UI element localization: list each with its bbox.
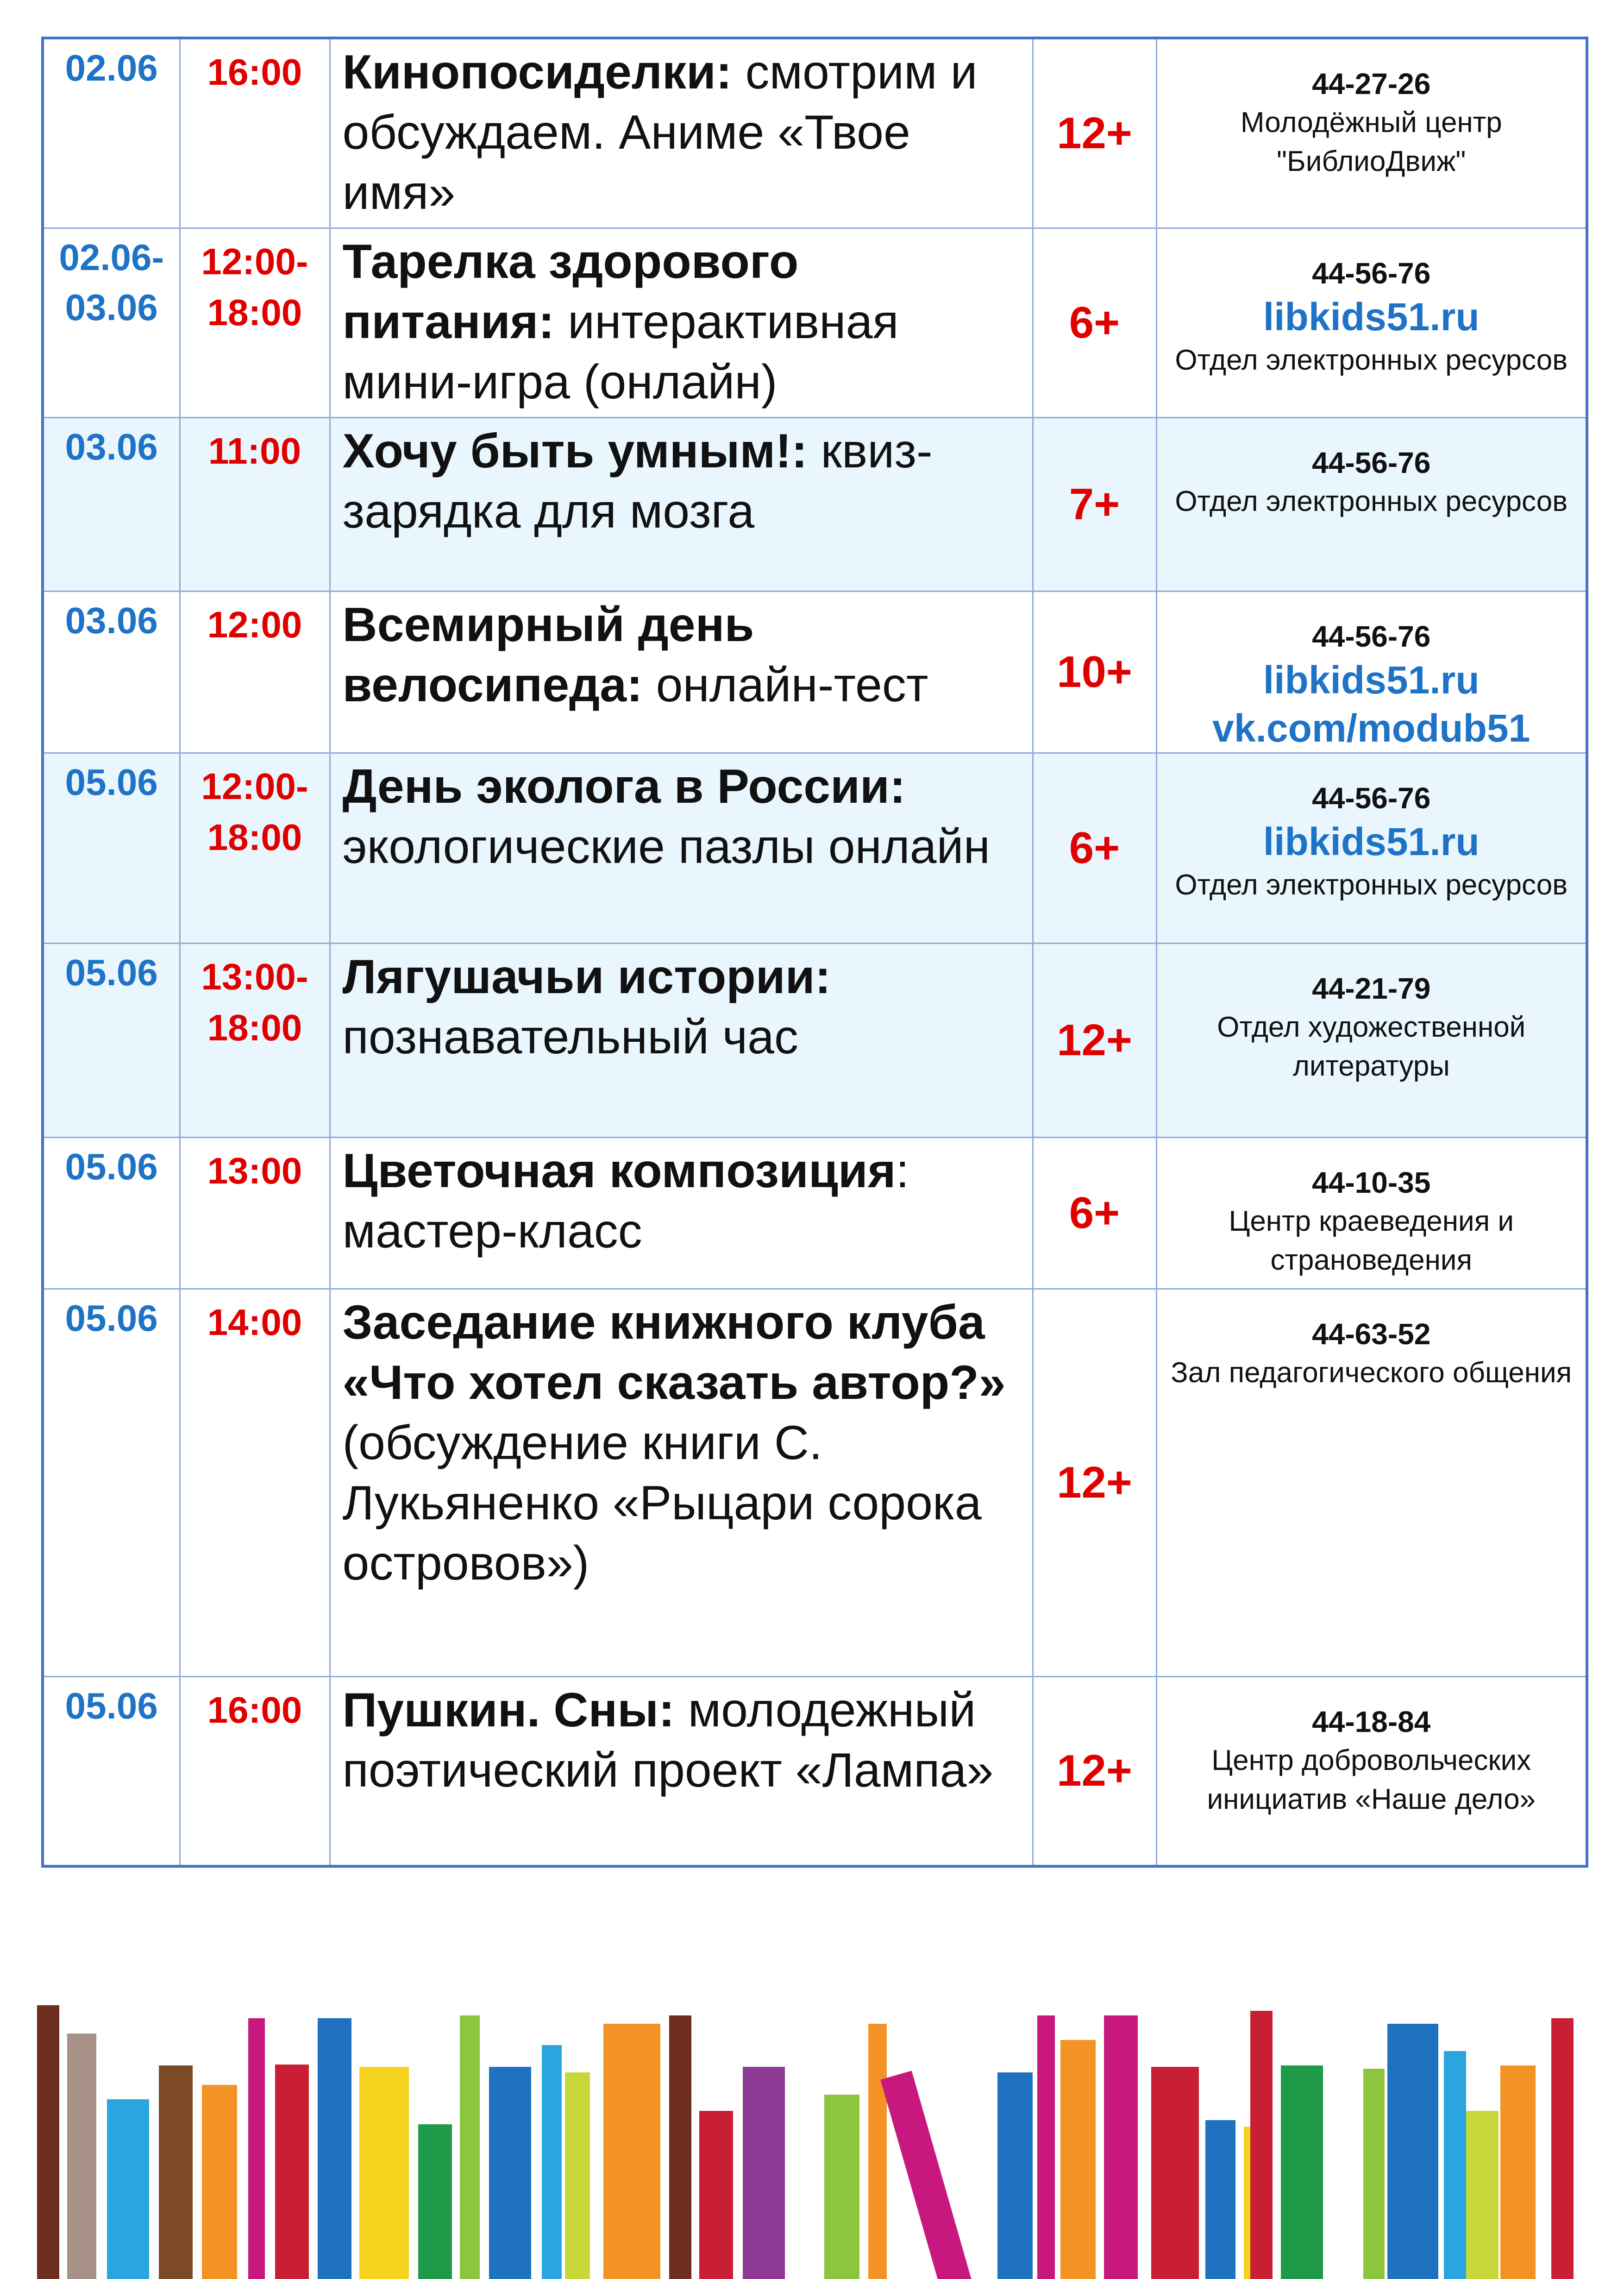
event-title-bold: Цветочная композиция xyxy=(342,1144,896,1198)
event-date: 05.06 xyxy=(65,952,158,993)
book-spine xyxy=(418,2124,452,2279)
book-spine xyxy=(868,2024,887,2279)
event-title-rest: (обсуждение книги С. Лукьяненко «Рыцари сорока островов») xyxy=(342,1416,982,1590)
book-spine xyxy=(603,2024,660,2279)
department-name: Зал педагогического общения xyxy=(1171,1357,1572,1389)
book-spine xyxy=(743,2067,785,2279)
book-spine xyxy=(669,2015,691,2279)
event-title-rest: онлайн-тест xyxy=(642,658,928,712)
event-title-bold: Заседание книжного клуба «Что хотел сказать автор?» xyxy=(342,1296,1006,1410)
book-spine xyxy=(824,2095,859,2279)
book-spine xyxy=(1037,2015,1055,2279)
department-name: Отдел электронных ресурсов xyxy=(1175,344,1568,376)
book-spine xyxy=(1444,2051,1466,2279)
tilted-book-spine xyxy=(880,2071,978,2279)
event-time: 13:00 xyxy=(207,1150,302,1191)
department-name: Отдел электронных ресурсов xyxy=(1175,485,1568,517)
book-spine xyxy=(318,2018,351,2279)
age-rating: 12+ xyxy=(1033,38,1156,228)
age-rating: 12+ xyxy=(1033,1677,1156,1866)
book-spine xyxy=(159,2065,193,2279)
department-name: Молодёжный центр "БиблиоДвиж" xyxy=(1240,107,1502,177)
event-date: 03.06 xyxy=(65,426,158,467)
book-spine xyxy=(997,2072,1033,2279)
event-title-rest: экологические пазлы онлайн xyxy=(342,820,991,874)
event-title-rest: познавательный час xyxy=(342,1010,798,1064)
event-date: 05.06 xyxy=(65,762,158,803)
event-title-bold: Хочу быть умным!: xyxy=(342,424,808,478)
website-link[interactable]: libkids51.ru xyxy=(1263,820,1480,863)
department-name: Отдел электронных ресурсов xyxy=(1175,869,1568,901)
department-name: Центр краеведения и страноведения xyxy=(1229,1205,1514,1276)
event-date: 02.06 xyxy=(65,47,158,88)
age-rating: 6+ xyxy=(1033,1138,1156,1289)
event-time: 16:00 xyxy=(207,1689,302,1731)
event-time: 13:00-18:00 xyxy=(201,956,308,1048)
book-spine xyxy=(1151,2067,1199,2279)
contact-phone: 44-56-76 xyxy=(1312,257,1431,290)
event-title-bold: День эколога в России: xyxy=(342,760,906,813)
event-title-rest: : мастер-класс xyxy=(342,1144,909,1258)
book-spine xyxy=(1466,2111,1499,2279)
event-time: 16:00 xyxy=(207,51,302,93)
book-spine xyxy=(67,2033,96,2279)
age-rating: 6+ xyxy=(1033,228,1156,418)
book-spine xyxy=(1551,2018,1574,2279)
event-date: 03.06 xyxy=(65,600,158,641)
website-link[interactable]: libkids51.ru xyxy=(1263,295,1480,339)
book-spine xyxy=(565,2072,590,2279)
event-title-bold: Всемирный день велосипеда: xyxy=(342,598,754,712)
event-title-bold: Кинопосиделки: xyxy=(342,45,732,99)
age-rating: 10+ xyxy=(1033,592,1156,753)
event-time: 12:00-18:00 xyxy=(201,766,308,858)
book-spine xyxy=(699,2111,733,2279)
book-spine xyxy=(1387,2024,1438,2279)
book-spine xyxy=(542,2045,562,2279)
book-spine xyxy=(1363,2069,1385,2279)
event-title-rest: молодежный поэтический проект «Лампа» xyxy=(342,1683,994,1797)
book-spine xyxy=(1060,2040,1096,2279)
event-title-bold: Пушкин. Сны: xyxy=(342,1683,675,1737)
event-time: 11:00 xyxy=(208,430,301,472)
book-spine xyxy=(1250,2011,1273,2279)
social-link[interactable]: vk.com/modub51 xyxy=(1212,706,1530,750)
book-spine xyxy=(1205,2120,1235,2279)
book-spine xyxy=(107,2099,149,2279)
event-date: 05.06 xyxy=(65,1146,158,1187)
event-title-bold: Тарелка здорового питания: xyxy=(342,235,799,349)
event-date: 05.06 xyxy=(65,1297,158,1339)
book-spine xyxy=(489,2067,531,2279)
contact-phone: 44-18-84 xyxy=(1312,1705,1431,1738)
website-link[interactable]: libkids51.ru xyxy=(1263,658,1480,702)
age-rating: 7+ xyxy=(1033,418,1156,592)
book-spine xyxy=(460,2015,480,2279)
book-spine xyxy=(1281,2065,1323,2279)
age-rating: 6+ xyxy=(1033,753,1156,944)
event-date: 05.06 xyxy=(65,1685,158,1726)
book-spine xyxy=(275,2065,309,2279)
department-name: Центр добровольческих инициатив «Наше дело» xyxy=(1207,1744,1536,1815)
contact-phone: 44-10-35 xyxy=(1312,1166,1431,1199)
contact-phone: 44-56-76 xyxy=(1312,446,1431,479)
book-spine xyxy=(359,2067,409,2279)
event-time: 12:00-18:00 xyxy=(201,241,308,333)
book-spine xyxy=(1500,2065,1536,2279)
event-time: 12:00 xyxy=(207,604,302,645)
book-spine xyxy=(37,2005,59,2279)
event-title-rest: интерактивная мини-игра (онлайн) xyxy=(342,295,899,409)
contact-phone: 44-63-52 xyxy=(1312,1317,1431,1351)
book-spine xyxy=(1104,2015,1138,2279)
event-title-bold: Лягушачьи истории: xyxy=(342,950,831,1004)
contact-phone: 44-21-79 xyxy=(1312,972,1431,1005)
event-title-rest: смотрим и обсуждаем. Аниме «Твое имя» xyxy=(342,45,978,220)
contact-phone: 44-56-76 xyxy=(1312,781,1431,815)
book-spine xyxy=(202,2085,237,2279)
contact-phone: 44-56-76 xyxy=(1312,620,1431,653)
event-time: 14:00 xyxy=(207,1302,302,1343)
department-name: Отдел художественной литературы xyxy=(1217,1011,1526,1082)
age-rating: 12+ xyxy=(1033,944,1156,1138)
contact-phone: 44-27-26 xyxy=(1312,67,1431,101)
age-rating: 12+ xyxy=(1033,1289,1156,1677)
event-date: 02.06-03.06 xyxy=(59,237,164,328)
book-spine xyxy=(248,2018,265,2279)
event-title-rest: квиз-зарядка для мозга xyxy=(342,424,933,538)
